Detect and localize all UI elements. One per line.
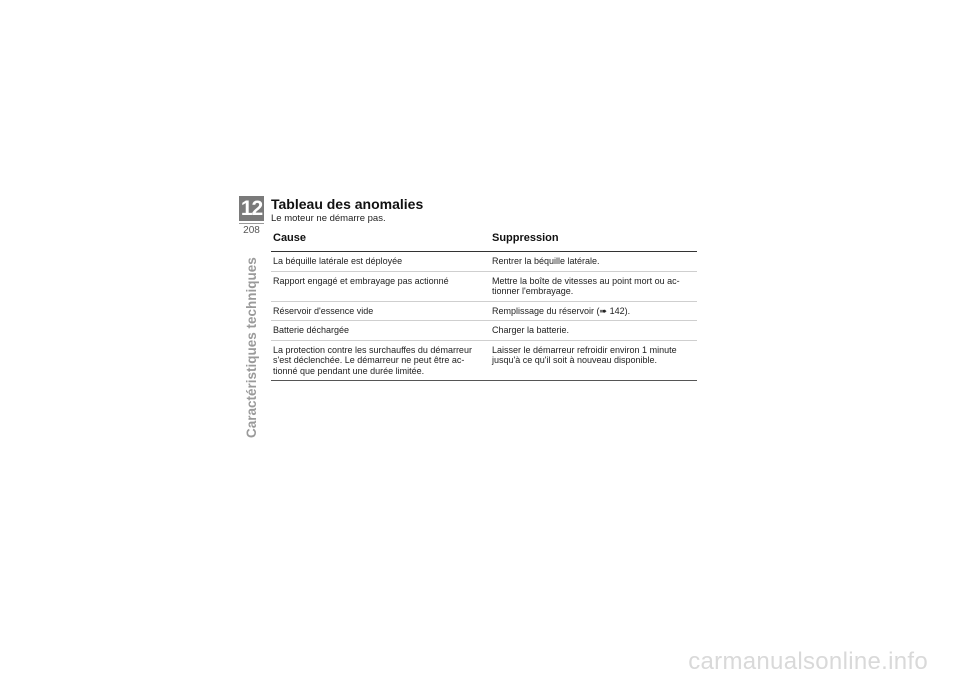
fault-table: [271, 232, 697, 381]
watermark-text: carmanualsonline.info: [688, 648, 928, 675]
cause-cell: Rapport engagé et embrayage pas actionné: [271, 271, 490, 301]
chapter-tab: [239, 196, 264, 237]
chapter-side-label: Caractéristiques techniques: [244, 257, 259, 438]
cause-cell: Batterie déchargée: [271, 321, 490, 341]
page-content: [271, 196, 697, 381]
table-row: [271, 340, 697, 381]
cause-cell: La protection contre les surchauffes du démarreur s'est déclenchée. Le démarreur ne peut être ac-tionné que pendant une durée limitée.: [271, 340, 490, 381]
table-row: [271, 321, 697, 341]
column-header-suppression: Suppression: [490, 232, 697, 252]
cause-cell: Réservoir d'essence vide: [271, 301, 490, 321]
remedy-cell: Charger la batterie.: [490, 321, 697, 341]
remedy-cell: Laisser le démarreur refroidir environ 1 minute jusqu'à ce qu'il soit à nouveau disponible.: [490, 340, 697, 381]
section-subtitle: Le moteur ne démarre pas.: [271, 213, 386, 224]
table-row: [271, 301, 697, 321]
cause-cell: La béquille latérale est déployée: [271, 252, 490, 272]
table-header-row: [271, 232, 697, 252]
table-row: [271, 252, 697, 272]
chapter-number: 12: [240, 197, 263, 220]
column-header-cause: Cause: [271, 232, 490, 252]
table-row: [271, 271, 697, 301]
remedy-cell: Remplissage du réservoir (➠ 142).: [490, 301, 697, 321]
remedy-cell: Rentrer la béquille latérale.: [490, 252, 697, 272]
remedy-cell: Mettre la boîte de vitesses au point mort ou ac-tionner l'embrayage.: [490, 271, 697, 301]
side-label-container: [243, 257, 263, 608]
section-title: Tableau des anomalies: [271, 196, 424, 212]
page-number: 208: [239, 223, 264, 237]
